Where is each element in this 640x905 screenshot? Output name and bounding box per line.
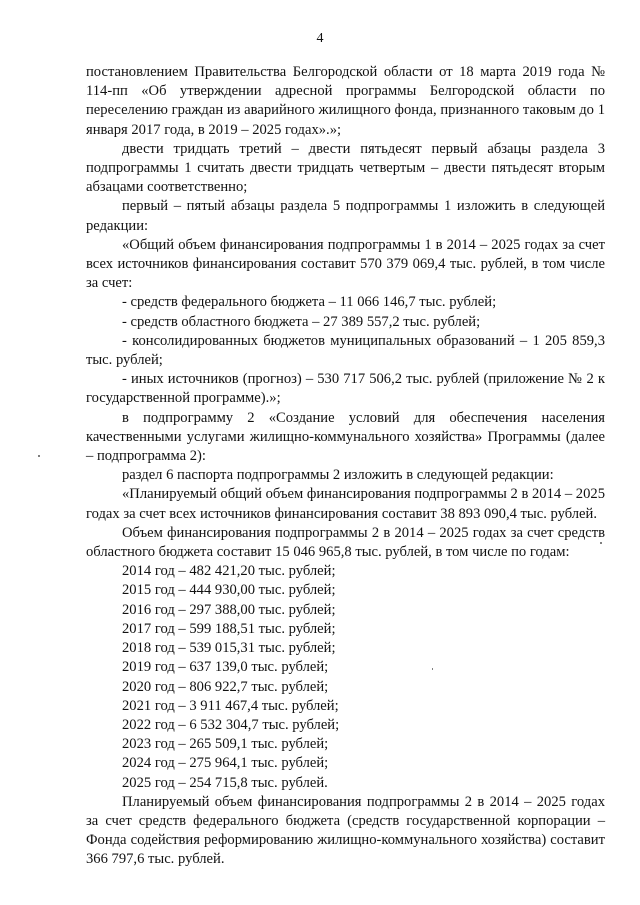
funding-by-year-list [86,562,605,792]
paragraph: раздел 6 паспорта подпрограммы 2 изложить в следующей редакции: [122,467,554,484]
paragraph: постановлением Правительства Белгородской области от 18 марта 2019 года № 114-пп «Об утверждении адресной программы Белгородской области по переселению граждан из аварийного жилищного фонда, признанного таковым до 1 января 2017 года, в 2019 – 2025 годах».»; [86,64,605,138]
funding-year-item: 2016 год – 297 388,00 тыс. рублей; [122,601,336,618]
funding-year-item: 2023 год – 265 509,1 тыс. рублей; [122,736,329,753]
paragraph: двести тридцать третий – двести пятьдесят первый абзацы раздела 3 подпрограммы 1 считать двести тридцать четвертым – двести пятьдесят вторым абзацами соответственно; [86,140,605,196]
paragraph-group-bottom [86,793,605,870]
funding-year-item: 2020 год – 806 922,7 тыс. рублей; [122,678,329,695]
funding-year-item: 2014 год – 482 421,20 тыс. рублей; [122,563,336,580]
funding-year-item: 2018 год – 539 015,31 тыс. рублей; [122,640,336,657]
paragraph: - иных источников (прогноз) – 530 717 506,2 тыс. рублей (приложение № 2 к государственной программе).»; [86,371,605,407]
funding-year-item: 2019 год – 637 139,0 тыс. рублей; [122,659,329,676]
paragraph: - средств федерального бюджета – 11 066 146,7 тыс. рублей; [122,294,497,311]
scan-speck [38,455,40,457]
funding-year-item: 2025 год – 254 715,8 тыс. рублей. [122,774,328,791]
funding-year-item: 2021 год – 3 911 467,4 тыс. рублей; [122,697,339,714]
paragraph: - средств областного бюджета – 27 389 557,2 тыс. рублей; [122,313,481,330]
paragraph: Планируемый объем финансирования подпрограммы 2 в 2014 – 2025 годах за счет средств федерального бюджета (средств государственной корпорации – Фонда содействия реформированию жилищно-коммунального хозяйства) составит 366 797,6 тыс. рублей. [86,793,605,868]
funding-year-item: 2022 год – 6 532 304,7 тыс. рублей; [122,716,340,733]
paragraph: «Планируемый общий объем финансирования подпрограммы 2 в 2014 – 2025 годах за счет всех источников финансирования составит 38 893 090,4 тыс. рублей. [86,486,605,522]
paragraph: первый – пятый абзацы раздела 5 подпрограммы 1 изложить в следующей редакции: [86,198,605,234]
paragraph: «Общий объем финансирования подпрограммы 1 в 2014 – 2025 годах за счет всех источников финансирования составит 570 379 069,4 тыс. рублей, в том числе за счет: [86,236,605,292]
scan-speck [600,542,602,544]
funding-year-item: 2017 год – 599 188,51 тыс. рублей; [122,620,336,637]
paragraph: в подпрограмму 2 «Создание условий для обеспечения населения качественными услугами жилищно-коммунального хозяйства» Программы (далее – подпрограмма 2): [86,409,605,465]
funding-year-item: 2015 год – 444 930,00 тыс. рублей; [122,582,336,599]
scan-speck [432,668,433,670]
paragraph: Объем финансирования подпрограммы 2 в 2014 – 2025 годах за счет средств областного бюджета составит 15 046 965,8 тыс. рублей, в том числе по годам: [86,524,605,561]
paragraph: - консолидированных бюджетов муниципальных образований – 1 205 859,3 тыс. рублей; [86,332,605,369]
page-number: 4 [316,31,324,46]
document-body [86,63,605,870]
funding-year-item: 2024 год – 275 964,1 тыс. рублей; [122,755,329,772]
paragraph-group-top [86,63,605,562]
